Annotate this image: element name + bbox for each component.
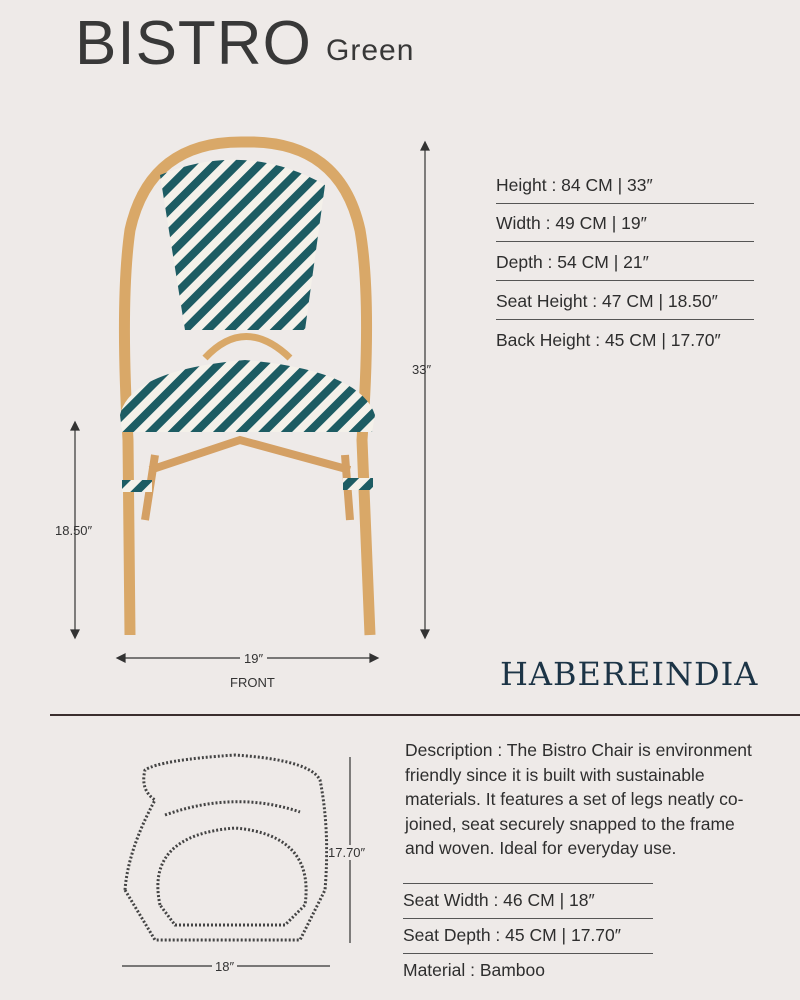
spec-back-height: Back Height : 45 CM | 17.70″ <box>496 330 721 350</box>
brand-logo: HABEREINDIA <box>500 655 759 693</box>
product-description: Description : The Bistro Chair is environment friendly since it is built with sustainable materials. It features a set of legs neatly co-joined, seat securely snapped to the frame and woven. Ideal for everyday use. <box>405 740 752 858</box>
product-color: Green <box>326 34 415 67</box>
section-divider <box>50 714 800 716</box>
spec-depth: Depth : 54 CM | 21″ <box>496 252 754 281</box>
detail-seat-depth: Seat Depth : 45 CM | 17.70″ <box>403 918 653 946</box>
width-dimension-label: 19″ <box>240 651 267 666</box>
chair-front-view <box>120 142 375 635</box>
seat-height-dimension-label: 18.50″ <box>55 523 93 538</box>
detail-seat-width: Seat Width : 46 CM | 18″ <box>403 883 653 911</box>
detail-material: Material : Bamboo <box>403 953 653 981</box>
height-dimension-label: 33″ <box>412 362 432 377</box>
product-title: BISTRO <box>75 9 312 78</box>
spec-width: Width : 49 CM | 19″ <box>496 213 754 242</box>
chair-top-view <box>125 755 327 940</box>
top-width-dimension-label: 18″ <box>212 959 237 974</box>
spec-height: Height : 84 CM | 33″ <box>496 175 754 204</box>
top-depth-dimension-label: 17.70″ <box>328 845 366 860</box>
front-caption: FRONT <box>230 675 275 690</box>
spec-seat-height: Seat Height : 47 CM | 18.50″ <box>496 291 754 320</box>
